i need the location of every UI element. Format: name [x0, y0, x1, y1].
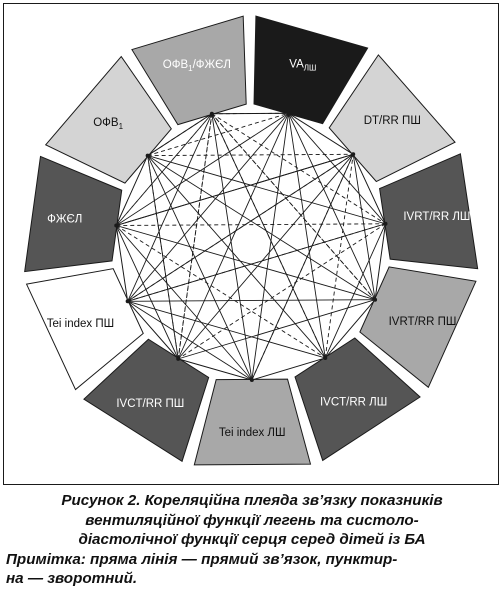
- caption-note-line-2: на — зворотний.: [6, 570, 138, 587]
- node-0: [286, 111, 290, 115]
- node-9: [146, 154, 150, 158]
- node-8: [114, 223, 118, 227]
- node-5: [250, 378, 254, 382]
- sector-label-7: Tei index ПШ: [46, 318, 115, 331]
- node-3: [373, 298, 377, 302]
- caption-note-line-1: Примітка: пряма лінія — прямий зв’язок, пунктир-: [6, 550, 398, 568]
- caption-line-3: діастолічної функції серця серед дітей із БА: [78, 531, 426, 548]
- caption-line-1: Рисунок 2. Кореляційна плеяда зв’язку показників: [61, 492, 443, 509]
- sector-label-8: ФЖЄЛ: [47, 213, 83, 226]
- sector-label-1: DT/RR ПШ: [363, 114, 421, 127]
- node-1: [351, 152, 355, 156]
- sector-label-0: $VA_{ЛШ}$: [289, 58, 317, 73]
- node-2: [383, 222, 387, 226]
- correlation-pleiad-diagram: [3, 3, 499, 485]
- caption-line-2: вентиляційної функції легень та систоло-: [85, 511, 419, 529]
- node-7: [126, 299, 130, 303]
- sector-label-3: IVRT/RR ПШ: [388, 316, 457, 329]
- sector-5-tei-index-лш: [194, 379, 310, 465]
- sector-label-10: $ОФВ_1$/ФЖЄЛ: [162, 58, 231, 73]
- sector-label-5: Tei index ЛШ: [218, 426, 286, 439]
- sector-label-4: IVCT/RR ЛШ: [319, 396, 388, 409]
- figure-caption: [6, 491, 498, 589]
- node-10: [210, 112, 214, 116]
- node-6: [176, 357, 180, 361]
- sector-label-2: IVRT/RR ЛШ: [403, 211, 471, 224]
- node-4: [323, 356, 327, 360]
- sector-label-6: IVCT/RR ПШ: [116, 397, 185, 410]
- sector-label-9: $ОФВ_1$: [93, 116, 124, 131]
